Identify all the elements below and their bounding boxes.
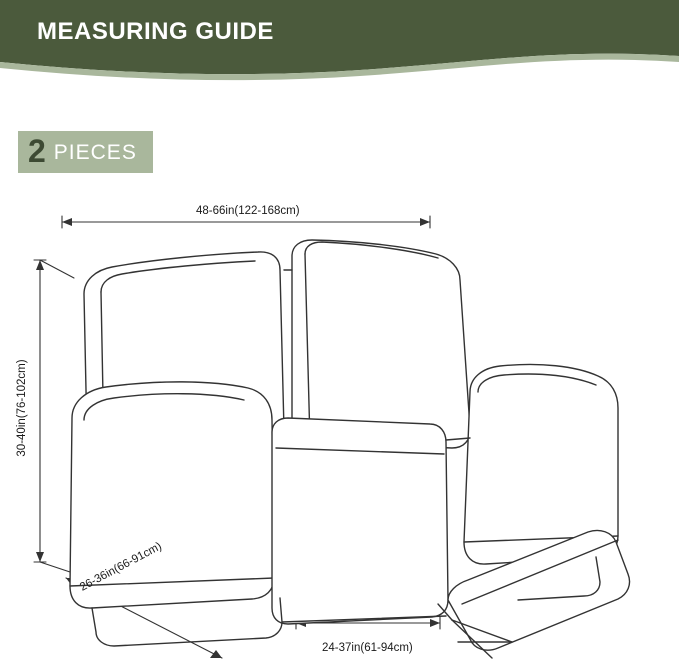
pieces-label: PIECES — [53, 140, 137, 164]
dimension-width-label: 48-66in(122-168cm) — [196, 205, 300, 217]
pieces-badge — [18, 131, 153, 173]
dimension-depth-label: 26-36in(66-91cm) — [78, 540, 164, 594]
sofa-diagram — [0, 180, 679, 662]
sofa-outline — [70, 240, 630, 658]
header-shape — [0, 0, 679, 92]
sofa-illustration — [0, 180, 679, 662]
header-banner — [0, 0, 679, 92]
pieces-count: 2 — [28, 133, 46, 169]
page-title: MEASURING GUIDE — [37, 18, 274, 45]
dimension-seat-depth-label: 24-37in(61-94cm) — [322, 642, 413, 654]
dimension-height-label: 30-40in(76-102cm) — [16, 359, 28, 457]
